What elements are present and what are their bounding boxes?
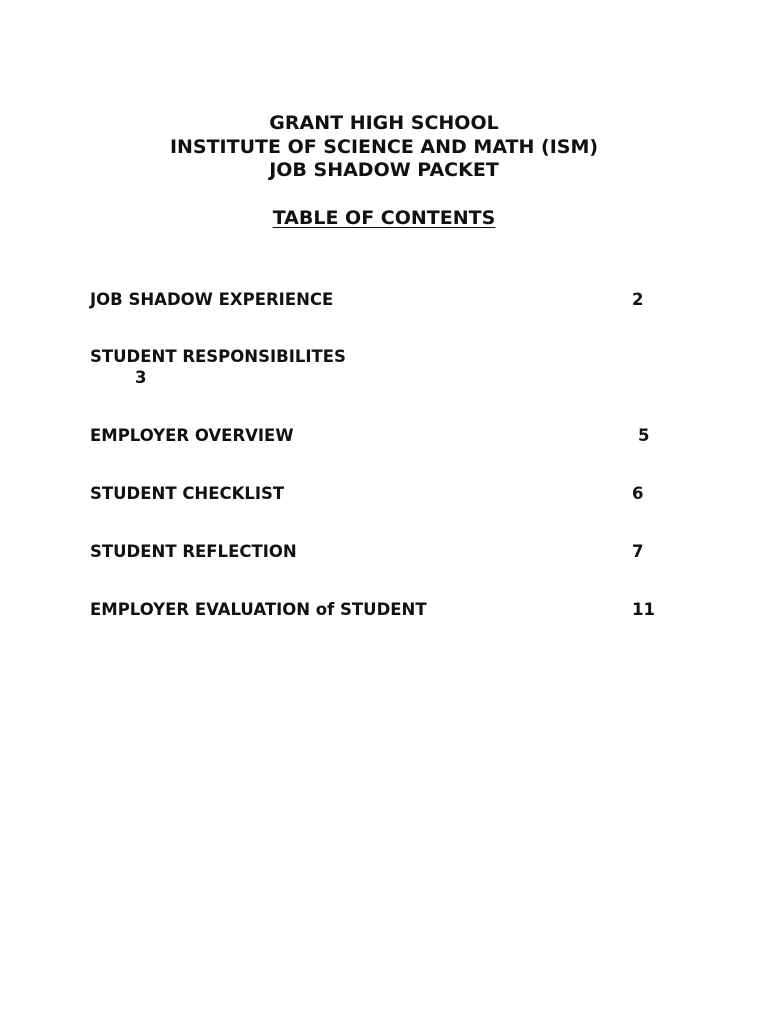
toc-page-number: 2: [632, 290, 644, 309]
toc-entry-student-reflection: STUDENT REFLECTION: [90, 542, 297, 561]
toc-entry-employer-overview: EMPLOYER OVERVIEW: [90, 426, 294, 445]
school-name: GRANT HIGH SCHOOL: [269, 112, 499, 134]
toc-page-number: 7: [632, 542, 644, 561]
toc-entry-job-shadow-experience: JOB SHADOW EXPERIENCE: [90, 290, 334, 309]
packet-title: JOB SHADOW PACKET: [269, 159, 499, 181]
institute-name: INSTITUTE OF SCIENCE AND MATH (ISM): [169, 135, 599, 158]
toc-entry-student-checklist: STUDENT CHECKLIST: [90, 484, 285, 503]
toc-page-number: 3: [135, 368, 147, 387]
document-header: [0, 112, 768, 183]
toc-entry-employer-evaluation-of-student: EMPLOYER EVALUATION of STUDENT: [90, 600, 427, 619]
toc-page-number: 5: [638, 426, 650, 445]
toc-heading-text: TABLE OF CONTENTS: [272, 207, 496, 229]
toc-heading: [0, 206, 768, 230]
toc-entry-student-responsibilites: STUDENT RESPONSIBILITES: [90, 347, 346, 366]
toc-page-number: 11: [632, 600, 655, 619]
toc-page-number: 6: [632, 484, 644, 503]
